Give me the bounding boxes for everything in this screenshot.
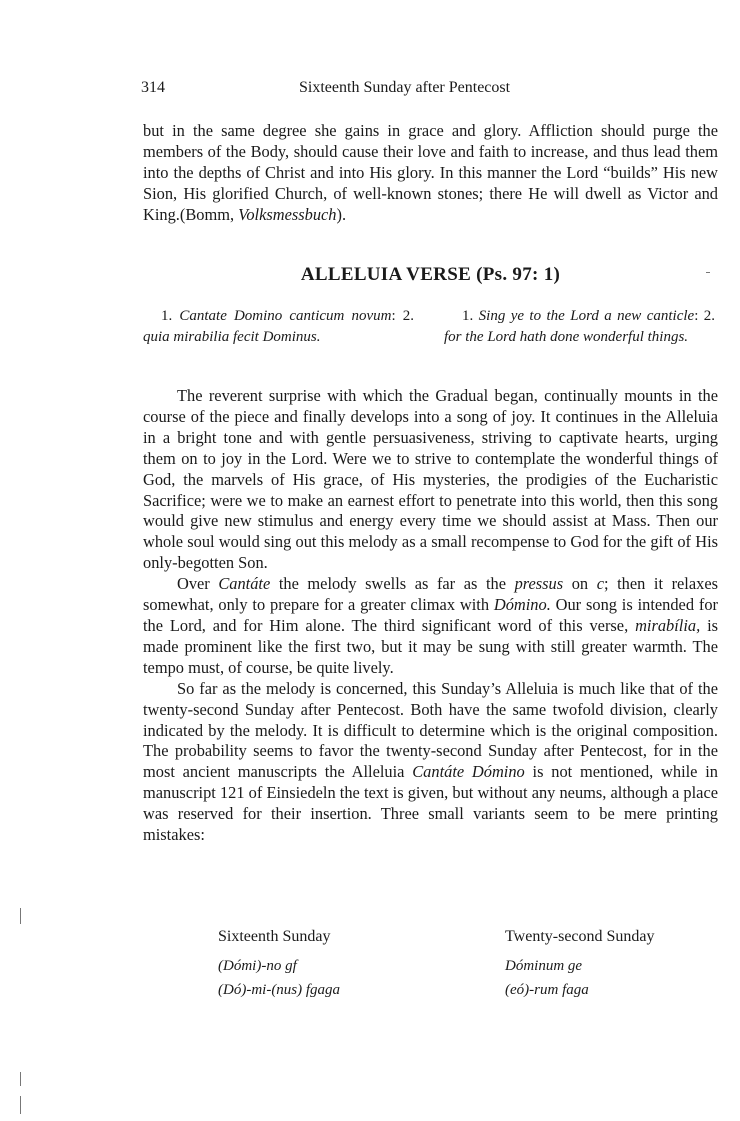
column-header: Sixteenth Sunday [218, 928, 331, 945]
variant-row: (eó)-rum faga [505, 982, 589, 998]
paragraph: The reverent surprise with which the Gradual began, continually mounts in the course of the piece and finally develops into a song of joy. It continues in the Alleluia in a bright tone and with gentle persuasiveness, striving to captivate hearts, urging them on to joy in the Lord. Were we to strive to contemplate the wonderful things of God, the marvels of His grace, of His mysteries, the prodigies of the Eucharistic Sacrifice; were we to make an earnest effort to penetrate into this world, then this song would give new stimulus and energy every time we should assist at Mass. Then our whole soul would sing out this melody as a small recompense to God for the gift of His only-begotten Son. [143, 386, 718, 573]
running-title: Sixteenth Sunday after Pentecost [299, 79, 511, 96]
paragraph: Over Cantáte the melody swells as far as the pressus on c; then it relaxes somewhat, only to prepare for a greater climax with Dómino. Our song is intended for the Lord, and for Him alone. The third significant word of this verse, mirabília, is made prominent like the first two, but it may be sung with still greater warmth. The tempo must, of course, be quite lively. [143, 574, 719, 677]
paragraph-continued: but in the same degree she gains in grace and glory. Affliction should purge the members of the Body, should cause their love and faith to increase, and thus lead them into the depths of Christ and into His glory. In this manner the Lord “builds” His new Sion, His glorified Church, of well-known stones; there He will dwell as Victor and King.(Bomm, Volksmessbuch). [143, 121, 718, 224]
variant-row: (Dó)-mi-(nus) fgaga [218, 982, 341, 998]
variants-column-sixteenth [218, 926, 340, 1002]
variant-row: Dóminum ge [505, 958, 583, 974]
scan-margin-mark [20, 908, 21, 924]
variants-column-twenty-second [505, 926, 655, 1002]
column-header: Twenty-second Sunday [505, 928, 655, 945]
english-verse: 1. Sing ye to the Lord a new canticle: 2. for the Lord hath done wonderful things. [444, 308, 716, 345]
variant-row: (Dómi)-no gf [218, 958, 297, 974]
source-title: Volksmessbuch [238, 204, 337, 224]
latin-verse: 1. Cantate Domino canticum novum: 2. quia mirabilia fecit Dominus. [143, 308, 415, 345]
commentary-body [143, 386, 718, 846]
page-number: 314 [141, 79, 165, 96]
scan-margin-mark [706, 272, 710, 273]
scan-margin-mark [20, 1072, 21, 1086]
paragraph: So far as the melody is concerned, this Sunday’s Alleluia is much like that of the twenty-second Sunday after Pentecost. Both have the same twofold division, clearly indicated by the melody. It is difficult to determine which is the original composition. The probability seems to favor the twenty-second Sunday after Pentecost, for in the most ancient manuscripts the Alleluia Cantáte Dómino is not mentioned, while in manuscript 121 of Einsiedeln the text is given, but without any neums, although a place was reserved for their insertion. Three small variants seem to be mere printing mistakes: [143, 678, 718, 845]
section-heading: ALLELUIA VERSE (Ps. 97: 1) [300, 264, 561, 285]
scan-margin-mark [20, 1096, 21, 1114]
